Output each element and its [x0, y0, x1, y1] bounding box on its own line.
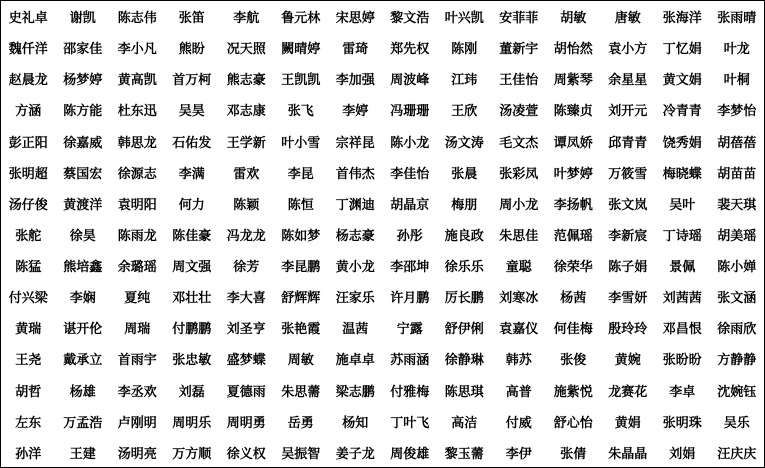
name-cell: 温茜	[342, 322, 369, 338]
name-row	[1, 94, 764, 125]
name-cell: 姜子龙	[335, 446, 375, 462]
name-cell: 周波峰	[390, 73, 430, 89]
name-cell: 邓志康	[226, 104, 266, 120]
name-cell: 童聪	[505, 260, 532, 276]
name-cell: 徐昊	[69, 228, 96, 244]
name-cell: 施卓卓	[335, 353, 375, 369]
name-cell: 雷欢	[233, 166, 260, 182]
name-cell: 朱思薷	[281, 384, 321, 400]
name-cell: 刘磊	[178, 384, 205, 400]
name-cell: 盛梦蝶	[226, 353, 266, 369]
name-cell: 韩苏	[505, 353, 532, 369]
name-cell: 徐义权	[226, 446, 266, 462]
name-cell: 李满	[178, 166, 205, 182]
name-cell: 陈颖	[233, 197, 260, 213]
name-row	[1, 126, 764, 157]
name-cell: 胡苗苗	[717, 166, 757, 182]
name-cell: 李小凡	[117, 42, 157, 58]
name-cell: 沈婉钰	[717, 384, 757, 400]
name-cell: 梅晓蝶	[662, 166, 702, 182]
name-cell: 况天照	[226, 42, 266, 58]
name-cell: 吴昊	[178, 104, 205, 120]
name-cell: 邱青青	[608, 135, 648, 151]
name-cell: 黄娟	[614, 415, 641, 431]
name-cell: 胡晶京	[390, 197, 430, 213]
name-row	[1, 1, 764, 32]
name-cell: 周明勇	[226, 415, 266, 431]
name-cell: 方涵	[15, 104, 42, 120]
name-cell: 王佳怡	[499, 73, 539, 89]
name-cell: 谌开伦	[63, 322, 103, 338]
name-cell: 胡敏	[560, 11, 587, 27]
name-cell: 王欣	[451, 104, 478, 120]
name-cell: 高普	[505, 384, 532, 400]
name-cell: 李邵坤	[390, 260, 430, 276]
name-cell: 王尧	[15, 353, 42, 369]
name-row	[1, 281, 764, 312]
name-cell: 董新宇	[499, 42, 539, 58]
name-cell: 张笛	[178, 11, 205, 27]
name-cell: 李新宸	[608, 228, 648, 244]
name-cell: 万孟浩	[63, 415, 103, 431]
name-cell: 蔡国宏	[63, 166, 103, 182]
name-cell: 江玮	[451, 73, 478, 89]
name-cell: 赵晨龙	[8, 73, 48, 89]
name-cell: 舒心怡	[553, 415, 593, 431]
name-cell: 付兴梁	[8, 291, 48, 307]
name-cell: 黄高凯	[117, 73, 157, 89]
name-cell: 汤凌萱	[499, 104, 539, 120]
name-row	[1, 343, 764, 374]
name-cell: 黄瑞	[15, 322, 42, 338]
name-cell: 戴承立	[63, 353, 103, 369]
name-cell: 孙洋	[15, 446, 42, 462]
name-row	[1, 63, 764, 94]
name-cell: 张忠敏	[172, 353, 212, 369]
name-cell: 熊盼	[178, 42, 205, 58]
name-cell: 陈方能	[63, 104, 103, 120]
name-cell: 彭正阳	[8, 135, 48, 151]
name-cell: 裴天琪	[717, 197, 757, 213]
name-cell: 许月鹏	[390, 291, 430, 307]
name-cell: 熊培鑫	[63, 260, 103, 276]
name-cell: 刘寒冰	[499, 291, 539, 307]
name-cell: 李卓	[669, 384, 696, 400]
name-row	[1, 250, 764, 281]
name-cell: 杨雄	[69, 384, 96, 400]
name-cell: 何佳梅	[553, 322, 593, 338]
name-cell: 刘开元	[608, 104, 648, 120]
name-cell: 杨茜	[560, 291, 587, 307]
name-cell: 张海洋	[662, 11, 702, 27]
name-cell: 朱晶晶	[608, 446, 648, 462]
name-cell: 李伊	[505, 446, 532, 462]
name-cell: 宁露	[396, 322, 423, 338]
name-cell: 厉长鹏	[444, 291, 484, 307]
name-cell: 冷青青	[662, 104, 702, 120]
name-cell: 毛文杰	[499, 135, 539, 151]
name-cell: 李昆	[287, 166, 314, 182]
name-cell: 李扬帆	[553, 197, 593, 213]
name-cell: 余璐瑶	[117, 260, 157, 276]
name-cell: 付威	[505, 415, 532, 431]
name-row	[1, 375, 764, 406]
name-cell: 胡哲	[15, 384, 42, 400]
name-cell: 石佑发	[172, 135, 212, 151]
name-cell: 周明乐	[172, 415, 212, 431]
name-cell: 黄渡洋	[63, 197, 103, 213]
name-cell: 徐乐乐	[444, 260, 484, 276]
name-cell: 周文强	[172, 260, 212, 276]
name-cell: 杨志豪	[335, 228, 375, 244]
name-cell: 杨知	[342, 415, 369, 431]
name-cell: 汤仔俊	[8, 197, 48, 213]
name-cell: 陈雨龙	[117, 228, 157, 244]
name-cell: 殷玲玲	[608, 322, 648, 338]
name-cell: 张彩凤	[499, 166, 539, 182]
name-cell: 胡怡然	[553, 42, 593, 58]
name-cell: 黄文娟	[662, 73, 702, 89]
name-cell: 王建	[69, 446, 96, 462]
name-cell: 周敏	[287, 353, 314, 369]
name-cell: 徐荣华	[553, 260, 593, 276]
name-row	[1, 406, 764, 437]
name-cell: 施紫悦	[553, 384, 593, 400]
name-cell: 万方顺	[172, 446, 212, 462]
name-cell: 王凯凯	[281, 73, 321, 89]
name-cell: 徐源志	[117, 166, 157, 182]
name-cell: 范佩瑶	[553, 228, 593, 244]
name-cell: 丁诗瑶	[662, 228, 702, 244]
name-cell: 李丞欢	[117, 384, 157, 400]
name-cell: 雷琦	[342, 42, 369, 58]
name-row	[1, 188, 764, 219]
name-cell: 张明珠	[662, 415, 702, 431]
name-cell: 邓昌恨	[662, 322, 702, 338]
name-cell: 韩思龙	[117, 135, 157, 151]
name-cell: 张舵	[15, 228, 42, 244]
name-cell: 李昆鹏	[281, 260, 321, 276]
name-cell: 杨梦婷	[63, 73, 103, 89]
name-cell: 张雨晴	[717, 11, 757, 27]
name-cell: 李雪妍	[608, 291, 648, 307]
name-cell: 王学新	[226, 135, 266, 151]
name-cell: 首伟杰	[335, 166, 375, 182]
name-cell: 李佳怡	[390, 166, 430, 182]
name-cell: 胡蓓蓓	[717, 135, 757, 151]
name-cell: 陈刚	[451, 42, 478, 58]
name-cell: 李航	[233, 11, 260, 27]
name-cell: 岳勇	[287, 415, 314, 431]
name-cell: 刘茜茜	[662, 291, 702, 307]
name-cell: 首万柯	[172, 73, 212, 89]
name-cell: 陈小龙	[390, 135, 430, 151]
name-cell: 张晨	[451, 166, 478, 182]
name-cell: 史礼卓	[8, 11, 48, 27]
name-cell: 苏雨涵	[390, 353, 430, 369]
name-cell: 周瑞	[124, 322, 151, 338]
name-cell: 张昐昐	[662, 353, 702, 369]
name-cell: 汤明亮	[117, 446, 157, 462]
name-cell: 冯龙龙	[226, 228, 266, 244]
name-cell: 李娴	[69, 291, 96, 307]
name-cell: 唐敏	[614, 11, 641, 27]
name-cell: 冯珊珊	[390, 104, 430, 120]
name-cell: 何力	[178, 197, 205, 213]
name-cell: 袁明阳	[117, 197, 157, 213]
name-cell: 宋思婷	[335, 11, 375, 27]
name-cell: 万筱雪	[608, 166, 648, 182]
name-cell: 施良政	[444, 228, 484, 244]
name-cell: 张倩	[560, 446, 587, 462]
name-cell: 安菲菲	[499, 11, 539, 27]
name-cell: 徐芳	[233, 260, 260, 276]
name-cell: 谢凯	[69, 11, 96, 27]
name-cell: 张明超	[8, 166, 48, 182]
name-cell: 徐静琳	[444, 353, 484, 369]
name-cell: 梁志鹏	[335, 384, 375, 400]
name-cell: 谭凤娇	[553, 135, 593, 151]
name-cell: 吴乐	[723, 415, 750, 431]
name-cell: 周俊雄	[390, 446, 430, 462]
name-cell: 周小龙	[499, 197, 539, 213]
name-cell: 梅朋	[451, 197, 478, 213]
name-cell: 张艳霞	[281, 322, 321, 338]
name-row	[1, 312, 764, 343]
name-cell: 黎玉薷	[444, 446, 484, 462]
name-cell: 汪庆庆	[717, 446, 757, 462]
name-cell: 高洁	[451, 415, 478, 431]
name-cell: 卢刚明	[117, 415, 157, 431]
name-cell: 舒辉辉	[281, 291, 321, 307]
name-cell: 孙彤	[396, 228, 423, 244]
name-cell: 张文涵	[717, 291, 757, 307]
name-cell: 付雅梅	[390, 384, 430, 400]
name-cell: 首雨宇	[117, 353, 157, 369]
name-cell: 陈志伟	[117, 11, 157, 27]
name-cell: 陈小婵	[717, 260, 757, 276]
name-cell: 李梦怡	[717, 104, 757, 120]
name-cell: 李大喜	[226, 291, 266, 307]
name-cell: 黎文浩	[390, 11, 430, 27]
name-cell: 吴叶	[669, 197, 696, 213]
name-cell: 刘娟	[669, 446, 696, 462]
name-cell: 宗祥昆	[335, 135, 375, 151]
name-cell: 夏纯	[124, 291, 151, 307]
name-cell: 徐嘉威	[63, 135, 103, 151]
name-cell: 汤文涛	[444, 135, 484, 151]
name-cell: 付鹏鹏	[172, 322, 212, 338]
name-cell: 景佩	[669, 260, 696, 276]
name-cell: 朱思佳	[499, 228, 539, 244]
name-cell: 丁叶飞	[390, 415, 430, 431]
name-cell: 黄婉	[614, 353, 641, 369]
name-cell: 周紫琴	[553, 73, 593, 89]
name-cell: 陈如梦	[281, 228, 321, 244]
name-cell: 方静静	[717, 353, 757, 369]
name-cell: 张俊	[560, 353, 587, 369]
name-cell: 叶梦婷	[553, 166, 593, 182]
name-cell: 陈子娟	[608, 260, 648, 276]
name-cell: 汪家乐	[335, 291, 375, 307]
name-cell: 李婷	[342, 104, 369, 120]
name-row	[1, 157, 764, 188]
name-cell: 龙赛花	[608, 384, 648, 400]
name-cell: 叶小雪	[281, 135, 321, 151]
name-cell: 陈臻贞	[553, 104, 593, 120]
name-cell: 黄小龙	[335, 260, 375, 276]
name-cell: 杜东迅	[117, 104, 157, 120]
name-cell: 徐雨欣	[717, 322, 757, 338]
name-cell: 陈恒	[287, 197, 314, 213]
name-cell: 张飞	[287, 104, 314, 120]
name-cell: 叶桐	[723, 73, 750, 89]
name-cell: 邓壮壮	[172, 291, 212, 307]
name-cell: 袁嘉仪	[499, 322, 539, 338]
name-cell: 叶兴凯	[444, 11, 484, 27]
name-cell: 李加强	[335, 73, 375, 89]
name-cell: 饶秀娟	[662, 135, 702, 151]
name-cell: 鲁元林	[281, 11, 321, 27]
name-cell: 陈猛	[15, 260, 42, 276]
name-cell: 丁渊迪	[335, 197, 375, 213]
name-cell: 陈思琪	[444, 384, 484, 400]
name-row	[1, 219, 764, 250]
name-cell: 陈佳豪	[172, 228, 212, 244]
name-cell: 郑先权	[390, 42, 430, 58]
name-cell: 熊志豪	[226, 73, 266, 89]
name-cell: 吴振智	[281, 446, 321, 462]
name-cell: 左东	[15, 415, 42, 431]
name-row	[1, 32, 764, 63]
name-cell: 魏仟洋	[8, 42, 48, 58]
name-cell: 舒伊俐	[444, 322, 484, 338]
name-cell: 丁忆娟	[662, 42, 702, 58]
name-cell: 袁小方	[608, 42, 648, 58]
name-cell: 张文岚	[608, 197, 648, 213]
name-cell: 胡美瑶	[717, 228, 757, 244]
name-cell: 叶龙	[723, 42, 750, 58]
name-cell: 邵家佳	[63, 42, 103, 58]
name-cell: 刘圣亨	[226, 322, 266, 338]
name-cell: 闕晴婷	[281, 42, 321, 58]
name-cell: 余星星	[608, 73, 648, 89]
name-row	[1, 437, 764, 468]
name-cell: 夏德雨	[226, 384, 266, 400]
